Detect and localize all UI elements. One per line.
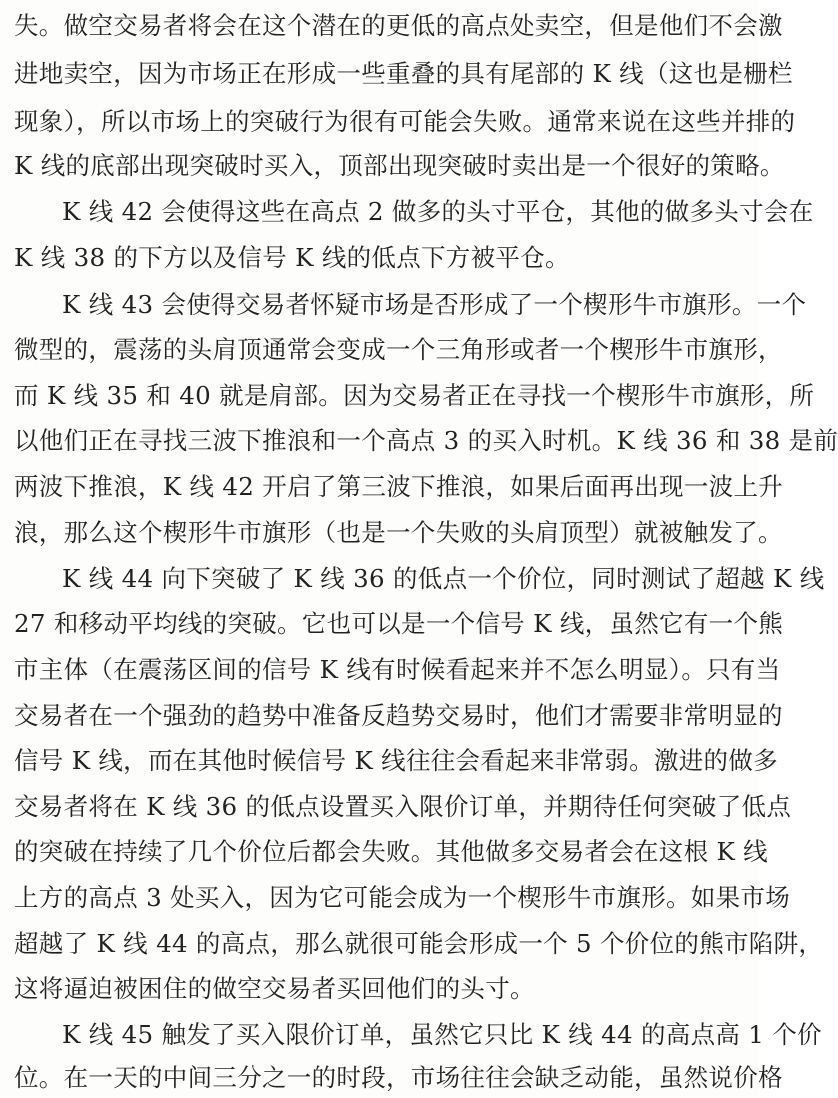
text-line: 这将逼迫被困住的做空交易者买回他们的头寸。 [14,974,535,1003]
text-line: 失。做空交易者将会在这个潜在的更低的高点处卖空，但是他们不会激 [14,11,783,40]
text-line: 而 K 线 35 和 40 就是肩部。因为交易者正在寻找一个楔形牛市旗形，所 [14,381,815,410]
text-line: K 线 45 触发了买入限价订单，虽然它只比 K 线 44 的高点高 1 个价 [62,1020,822,1049]
text-line: K 线的底部出现突破时买入，顶部出现突破时卖出是一个很好的策略。 [14,151,785,180]
text-line: 27 和移动平均线的突破。它也可以是一个信号 K 线，虽然它有一个熊 [14,609,784,638]
text-line: K 线 42 会使得这些在高点 2 做多的头寸平仓，其他的做多头寸会在 [62,197,814,226]
text-line: 两波下推浪，K 线 42 开启了第三波下推浪，如果后面再出现一波上升 [14,472,784,501]
text-line: 以他们正在寻找三波下推浪和一个高点 3 的买入时机。K 线 36 和 38 是前 [14,426,838,455]
text-line: 现象），所以市场上的突破行为很有可能会失败。通常来说在这些并排的 [14,107,796,136]
text-line: K 线 43 会使得交易者怀疑市场是否形成了一个楔形牛市旗形。一个 [62,290,807,319]
text-line: 超越了 K 线 44 的高点，那么就很可能会形成一个 5 个价位的熊市陷阱， [14,929,824,958]
text-line: 微型的，震荡的头肩顶通常会变成一个三角形或者一个楔形牛市旗形， [14,335,783,364]
text-line: 上方的高点 3 处买入，因为它可能会成为一个楔形牛市旗形。如果市场 [14,883,791,912]
text-line: 位。在一天的中间三分之一的时段，市场往往会缺乏动能，虽然说价格 [14,1063,783,1092]
text-line: 交易者在一个强劲的趋势中准备反趋势交易时，他们才需要非常明显的 [14,701,783,730]
text-line: 浪，那么这个楔形牛市旗形（也是一个失败的头肩顶型）就被触发了。 [14,518,783,547]
text-line: 进地卖空，因为市场正在形成一些重叠的具有尾部的 K 线（这也是栅栏 [14,59,793,88]
text-line: 的突破在持续了几个价位后都会失败。其他做多交易者会在这根 K 线 [14,837,768,866]
text-line: K 线 44 向下突破了 K 线 36 的低点一个价位，同时测试了超越 K 线 [62,564,825,593]
text-line: 交易者将在 K 线 36 的低点设置买入限价订单，并期待任何突破了低点 [14,792,792,821]
text-line: K 线 38 的下方以及信号 K 线的低点下方被平仓。 [14,243,570,272]
text-line: 市主体（在震荡区间的信号 K 线有时候看起来并不怎么明显）。只有当 [14,655,781,684]
text-line: 信号 K 线，而在其他时候信号 K 线往往会看起来非常弱。激进的做多 [14,746,778,775]
